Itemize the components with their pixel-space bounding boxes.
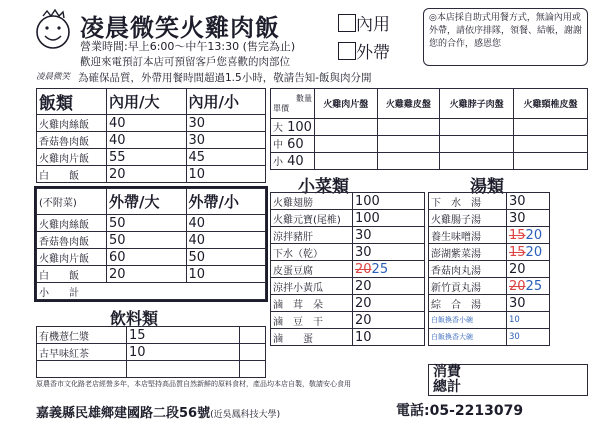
size-price	[271, 153, 315, 170]
price: 100	[287, 120, 312, 135]
table-row	[429, 261, 550, 278]
total-box	[428, 364, 588, 396]
address-note: (近吳鳳科技大學)	[210, 410, 281, 420]
table-row	[271, 278, 425, 295]
price: 20	[353, 295, 425, 312]
price: 2025	[507, 278, 550, 295]
table-row	[271, 153, 588, 170]
address	[36, 402, 280, 421]
table-row	[37, 249, 266, 266]
business-hours: 營業時間:早上6:00～中午13:30 (售完為止)	[80, 40, 296, 53]
table-row	[37, 266, 266, 283]
handwritten-price: 25	[371, 261, 389, 277]
item-name: 滷 豆 干	[271, 312, 353, 329]
table-row	[271, 210, 425, 227]
item-name: 火雞腸子湯	[429, 210, 507, 227]
table-row	[271, 119, 588, 136]
table-row	[37, 232, 266, 249]
column-header: 火雞脖子肉盤	[440, 89, 514, 119]
table-row	[429, 278, 550, 295]
takeout-large-header: 外帶/大	[107, 189, 187, 215]
table-row	[37, 361, 266, 378]
item-name: 白 飯	[37, 266, 107, 283]
item-name: 火雞翅膀	[271, 193, 353, 210]
table-row	[37, 166, 266, 183]
item-name: 澎湖紫菜湯	[429, 244, 507, 261]
qty-price-corner	[271, 89, 315, 119]
price: 50	[107, 232, 187, 249]
phone-order-note: 歡迎來電預訂本店可預留客戶您喜歡的肉部位	[80, 56, 290, 68]
checkbox-icon	[338, 14, 356, 32]
item-name: 香菇肉丸湯	[429, 261, 507, 278]
policy-box	[423, 8, 588, 66]
item-name: 火雞肉絲飯	[37, 215, 107, 232]
price: 60	[107, 249, 187, 266]
price: 20	[107, 166, 187, 183]
takeout-option[interactable]	[338, 38, 390, 63]
price: 30	[507, 210, 550, 227]
item-name: 滷 蛋	[271, 329, 353, 346]
footer-note: 原農香市文化路老店經營多年，本店堅持高品質自然新鮮的原料食材，產品均本店自製，敬請安心食用	[36, 380, 351, 388]
item-name: 滷 茸 朵	[271, 295, 353, 312]
table-row	[429, 227, 550, 244]
price: 20	[107, 266, 187, 283]
size: 中	[273, 140, 283, 151]
subtotal-row	[37, 283, 266, 300]
item-name: 新竹貢丸湯	[429, 278, 507, 295]
price: 1520	[507, 227, 550, 244]
price: 40	[107, 115, 187, 132]
rice-table	[36, 88, 266, 183]
table-row	[37, 327, 266, 344]
price: 30	[507, 193, 550, 210]
table-row	[429, 312, 550, 329]
price: 100	[353, 210, 425, 227]
soups-title: 湯類	[470, 177, 504, 197]
table-row	[37, 149, 266, 166]
table-row	[429, 329, 550, 346]
table-row	[429, 193, 550, 210]
table-row	[37, 115, 266, 132]
price: 50	[186, 249, 266, 266]
table-row	[271, 136, 588, 153]
price: 40	[107, 132, 187, 149]
handwritten-price: 20	[525, 244, 543, 260]
table-row	[429, 210, 550, 227]
item-name: 香菇魯肉飯	[37, 232, 107, 249]
price: 45	[186, 149, 266, 166]
size-price	[271, 136, 315, 153]
table-row	[37, 215, 266, 232]
item-name: 綜 合 湯	[429, 295, 507, 312]
item-name: 白飯換香大碗	[429, 329, 507, 346]
price: 30	[353, 227, 425, 244]
price: 1520	[507, 244, 550, 261]
table-row	[429, 244, 550, 261]
price: 15	[127, 327, 240, 344]
price: 20	[353, 312, 425, 329]
table-row	[429, 295, 550, 312]
side-dishes-title: 小菜類	[298, 177, 349, 197]
table-row	[271, 244, 425, 261]
takeout-label: 外帶	[356, 43, 390, 63]
price: 20	[353, 278, 425, 295]
table-row	[271, 295, 425, 312]
price: 10	[186, 166, 266, 183]
item-name: 火雞肉片飯	[37, 149, 107, 166]
logo-icon	[32, 8, 74, 52]
rice-header: 飯類	[37, 89, 107, 115]
total-label: 消費總計	[433, 364, 461, 395]
price: 10	[186, 266, 266, 283]
notice-text: 為確保品質，外帶用餐時間超過1.5小時，敬請告知-飯與肉分開	[78, 72, 372, 84]
price: 30	[507, 295, 550, 312]
table-row	[37, 132, 266, 149]
item-name: 涼拌豬肝	[271, 227, 353, 244]
dine-small-header: 內用/小	[186, 89, 266, 115]
item-name: 火雞肉絲飯	[37, 115, 107, 132]
checkbox-icon	[338, 42, 356, 60]
table-row	[271, 193, 425, 210]
price: 100	[353, 193, 425, 210]
price: 40	[186, 232, 266, 249]
handwritten-price: 20	[525, 227, 543, 243]
table-row	[271, 329, 425, 346]
table-row	[271, 261, 425, 278]
price: 30	[353, 244, 425, 261]
price: 50	[107, 215, 187, 232]
price: 55	[107, 149, 187, 166]
price: 30	[186, 132, 266, 149]
qty-label: 數量	[295, 93, 312, 103]
price: 2025	[353, 261, 425, 278]
price: 40	[287, 154, 304, 169]
price-label: 單價	[273, 103, 289, 113]
table-row	[271, 312, 425, 329]
size-price	[271, 119, 315, 136]
column-header: 火雞肉片盤	[314, 89, 377, 119]
price: 30	[186, 115, 266, 132]
item-name: 白飯換香小碗	[429, 312, 507, 329]
item-name: 涼拌小黃瓜	[271, 278, 353, 295]
item-name: 有機薏仁漿	[37, 327, 127, 344]
no-side-label: (不附菜)	[37, 189, 107, 215]
item-name: 火雞肉片飯	[37, 249, 107, 266]
item-name: 養生味噌湯	[429, 227, 507, 244]
table-row	[271, 227, 425, 244]
side-dishes-table	[270, 192, 425, 346]
drinks-table	[36, 326, 266, 378]
item-name: 白 飯	[37, 166, 107, 183]
handwritten-price: 25	[525, 278, 543, 294]
price: 10	[353, 329, 425, 346]
price: 60	[287, 137, 304, 152]
item-name: 古早味紅茶	[37, 344, 127, 361]
item-name: 香菇魯肉飯	[37, 132, 107, 149]
dine-in-label: 內用	[356, 15, 390, 35]
price: 10	[507, 312, 550, 329]
address-text: 嘉義縣民雄鄉建國路二段56號	[36, 406, 211, 421]
table-row	[37, 344, 266, 361]
item-name: 下 水 湯	[429, 193, 507, 210]
soups-table	[428, 192, 550, 346]
column-header: 火雞頸椎皮盤	[514, 89, 588, 119]
item-name: 皮蛋豆腐	[271, 261, 353, 278]
dine-in-option[interactable]	[338, 10, 390, 35]
item-name: 火雞元寶(尾椎)	[271, 210, 353, 227]
drinks-title: 飲料類	[110, 309, 159, 328]
size: 大	[273, 123, 283, 134]
dine-large-header: 內用/大	[107, 89, 187, 115]
policy-text: ◎本店採自助式用餐方式，無論內用或外帶，請依序排隊，領餐、結帳，謝謝您的合作，感恩您	[429, 13, 583, 49]
takeout-table	[36, 188, 266, 300]
price: 30	[507, 329, 550, 346]
size: 小	[273, 157, 283, 168]
price: 20	[507, 261, 550, 278]
item-name: 下水（乾）	[271, 244, 353, 261]
subtotal-label: 小 計	[37, 283, 266, 300]
page-title: 凌晨微笑火雞肉飯	[80, 14, 280, 42]
portion-table	[270, 88, 588, 170]
price: 40	[186, 215, 266, 232]
logo-text: 凌晨微笑	[36, 72, 71, 82]
column-header: 火雞雞皮盤	[377, 89, 440, 119]
price: 10	[127, 344, 240, 361]
phone-number: 電話:05-2213079	[396, 403, 524, 419]
takeout-small-header: 外帶/小	[186, 189, 266, 215]
